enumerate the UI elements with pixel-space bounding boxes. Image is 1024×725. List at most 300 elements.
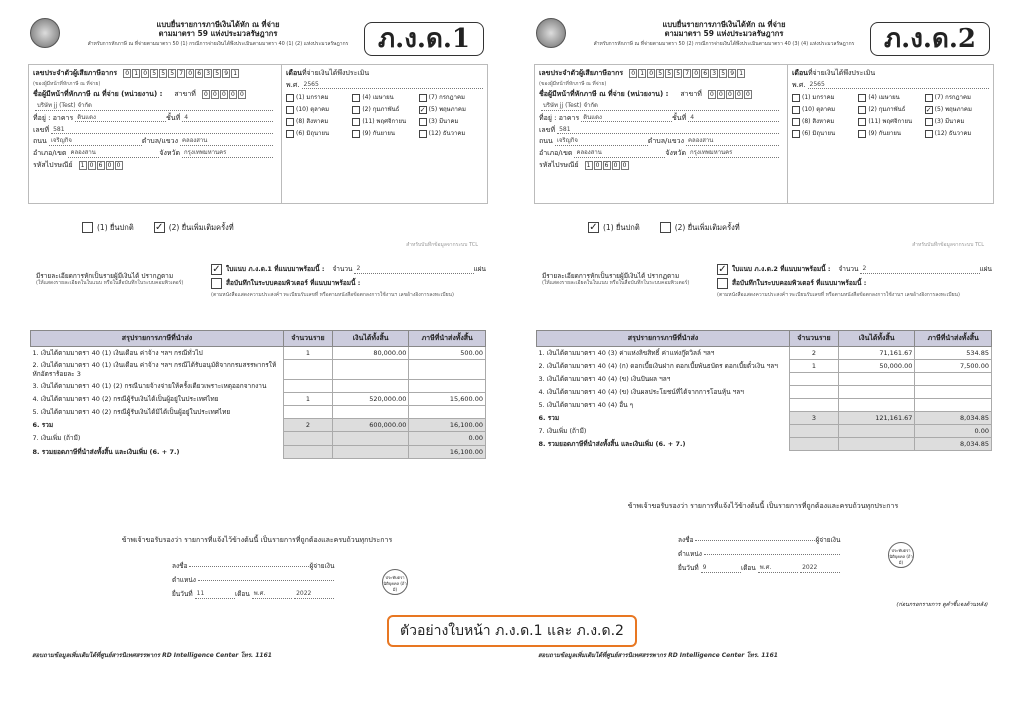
- month-label: (10) ตุลาคม: [296, 105, 330, 113]
- cell-income[interactable]: [332, 445, 409, 458]
- filed-day-label: ยื่นวันที่: [172, 590, 193, 599]
- cell-label: 5. เงินได้ตามมาตรา 40 (2) กรณีผู้รับเงินได้มิได้เป็นผู้อยู่ในประเทศไทย: [32, 408, 231, 417]
- cell-count[interactable]: [790, 373, 839, 386]
- month-checkbox[interactable]: [419, 118, 427, 126]
- month-checkbox[interactable]: [286, 118, 294, 126]
- cell-label: 4. เงินได้ตามมาตรา 40 (2) กรณีผู้รับเงินได้เป็นผู้อยู่ในประเทศไทย: [32, 395, 219, 404]
- table-row: [537, 425, 992, 438]
- filing-normal-checkbox[interactable]: [82, 222, 93, 233]
- table-row: [537, 386, 992, 399]
- cell-income[interactable]: 520,000.00: [332, 393, 409, 406]
- cell-income[interactable]: [332, 359, 409, 379]
- month-option[interactable]: [286, 94, 350, 102]
- sign-label: ลงชื่อ: [678, 536, 694, 544]
- cell-tax[interactable]: 0.00: [915, 425, 992, 438]
- signature-block: [172, 562, 334, 605]
- digit-box: 0: [594, 161, 602, 170]
- table-row: [537, 346, 992, 359]
- cell-income[interactable]: [838, 438, 915, 451]
- month-label: (9) กันยายน: [868, 129, 901, 137]
- digit-box: 0: [692, 69, 700, 78]
- filing-extra-label: (2) ยื่นเพิ่มเติมครั้งที่: [168, 222, 234, 232]
- cell-count[interactable]: [284, 359, 333, 379]
- cell-income[interactable]: 121,161.67: [838, 412, 915, 425]
- month-label: เดือน: [286, 69, 302, 77]
- year-label: พ.ศ.: [286, 80, 300, 89]
- province: กรุงเทพมหานคร: [182, 149, 273, 158]
- col-income: เงินได้ทั้งสิ้น: [332, 331, 409, 347]
- month-option[interactable]: [925, 106, 989, 114]
- title-sub: สำหรับการหักภาษี ณ ที่จ่ายตามมาตรา 50 (1) กรณีการจ่ายเงินได้พึงประเมินตามมาตรา 40 (1) (2) แห่งประมวลรัษฎากร: [87, 40, 349, 47]
- month-option[interactable]: [792, 106, 856, 114]
- digit-box: 0: [717, 90, 725, 99]
- month-option[interactable]: [352, 130, 416, 138]
- cell-tax[interactable]: 8,034.85: [915, 438, 992, 451]
- position-label: ตำแหน่ง: [172, 576, 196, 585]
- attach-units: แผ่น: [473, 265, 486, 274]
- digit-box: 5: [168, 69, 176, 78]
- month-checkbox[interactable]: [858, 94, 866, 102]
- form-pnd2: [528, 14, 998, 659]
- month-checkbox[interactable]: [792, 106, 800, 114]
- subdistrict: คลองสาน: [180, 137, 273, 146]
- digit-box: 0: [186, 69, 194, 78]
- filed-month-label: เดือน: [740, 564, 756, 573]
- cell-income[interactable]: 600,000.00: [332, 419, 409, 432]
- payer-label: ชื่อผู้มีหน้าที่หักภาษี ณ ที่จ่าย (หน่วยงาน) :: [539, 90, 669, 99]
- cell-label: 2. เงินได้ตามมาตรา 40 (1) เงินเดือน ค่าจ้าง ฯลฯ กรณีได้รับอนุมัติจากกรมสรรพากรให้หักอัตราร้อยละ 3: [32, 361, 277, 378]
- postcode-label: รหัสไปรษณีย์: [33, 160, 73, 169]
- digit-box: 7: [683, 69, 691, 78]
- month-label: (11) พฤศจิกายน: [362, 117, 407, 125]
- month-option[interactable]: [419, 118, 483, 126]
- cell-label: 3. เงินได้ตามมาตรา 40 (4) (ข) เงินปันผล ฯลฯ: [538, 374, 671, 383]
- month-checkbox[interactable]: [286, 106, 294, 114]
- year-label: พ.ศ.: [792, 80, 806, 89]
- col-count: จำนวนราย: [284, 331, 333, 347]
- cell-label: 1. เงินได้ตามมาตรา 40 (3) ค่าแห่งลิขสิทธิ์ ค่าแห่งกู๊ดวิลล์ ฯลฯ: [538, 349, 715, 357]
- cell-count[interactable]: 1: [284, 346, 333, 359]
- digit-box: 0: [141, 69, 149, 78]
- floor: 4: [182, 114, 273, 123]
- cell-label: 6. รวม: [32, 421, 54, 430]
- cell-label: 3. เงินได้ตามมาตรา 40 (1) (2) กรณีนายจ้างจ่ายให้ครั้งเดียวเพราะเหตุออกจากงาน: [32, 382, 267, 391]
- month-label: (12) ธันวาคม: [934, 129, 972, 137]
- table-row: [31, 406, 486, 419]
- month-label: (6) มิถุนายน: [296, 129, 330, 137]
- month-option[interactable]: [858, 106, 922, 114]
- floor-label: ชั้นที่: [672, 113, 687, 122]
- cell-tax[interactable]: 500.00: [409, 346, 486, 359]
- month-panel: [787, 65, 993, 203]
- filed-year: 2022: [800, 564, 840, 573]
- cell-income[interactable]: [332, 432, 409, 445]
- month-label: (5) พฤษภาคม: [934, 105, 972, 113]
- attach-left-1: มีรายละเอียดการหักเป็นรายผู้มีเงินได้ ปรากฏตาม: [36, 272, 174, 280]
- taxid-digits: [629, 69, 746, 78]
- postcode-label: รหัสไปรษณีย์: [539, 160, 579, 169]
- attach-left-2: (ให้แสดงรายละเอียดในใบแนบ หรือในสื่อบันทึกในระบบคอมพิวเตอร์): [36, 280, 184, 287]
- cell-count[interactable]: 1: [284, 393, 333, 406]
- postcode-digits: [79, 161, 124, 170]
- cell-count[interactable]: [284, 406, 333, 419]
- cell-label: 8. รวมยอดภาษีที่นำส่งทั้งสิ้น และเงินเพิ่ม (6. + 7.): [32, 447, 180, 456]
- cell-tax[interactable]: [915, 386, 992, 399]
- digit-box: 0: [238, 90, 246, 99]
- month-label: (3) มีนาคม: [934, 117, 965, 125]
- month-label: (11) พฤศจิกายน: [868, 117, 913, 125]
- filing-type: [82, 222, 254, 233]
- attach-form-checkbox[interactable]: ✓: [718, 264, 727, 275]
- taxpayer-box: [28, 64, 488, 204]
- cell-income[interactable]: [332, 380, 409, 393]
- digit-box: 3: [204, 69, 212, 78]
- month-label: (8) สิงหาคม: [802, 117, 835, 125]
- cell-tax[interactable]: [915, 373, 992, 386]
- digit-box: 0: [647, 69, 655, 78]
- month-checkbox[interactable]: [792, 94, 800, 102]
- cell-tax[interactable]: 16,100.00: [409, 445, 486, 458]
- month-checkbox[interactable]: [286, 130, 294, 138]
- filed-month: พ.ศ.: [252, 590, 292, 599]
- cell-tax[interactable]: 16,100.00: [409, 419, 486, 432]
- digit-box: 0: [629, 69, 637, 78]
- col-income: เงินได้ทั้งสิ้น: [838, 331, 915, 347]
- filed-month-label: เดือน: [234, 590, 250, 599]
- month-grid: [792, 94, 989, 138]
- cell-income[interactable]: [838, 386, 915, 399]
- month-label: (1) มกราคม: [802, 93, 835, 101]
- month-checkbox[interactable]: [792, 118, 800, 126]
- filing-extra-label: (2) ยื่นเพิ่มเติมครั้งที่: [674, 222, 740, 232]
- attach-form-label: ใบแนบ ภ.ง.ด.1 ที่แนบมาพร้อมนี้ :: [226, 265, 325, 274]
- tcl-note: สำหรับบันทึกข้อมูลจากระบบ TCL: [912, 242, 984, 248]
- revenue-dept-seal-icon: [30, 18, 60, 48]
- subdistrict-label: ตำบล/แขวง: [647, 137, 685, 146]
- subdistrict-label: ตำบล/แขวง: [141, 137, 179, 146]
- attach-media-label: สื่อบันทึกในระบบคอมพิวเตอร์ ที่แนบมาพร้อมนี้ :: [732, 279, 867, 288]
- month-checkbox[interactable]: [858, 118, 866, 126]
- cell-count[interactable]: [790, 399, 839, 412]
- cell-count[interactable]: [790, 386, 839, 399]
- filing-normal-label: (1) ยื่นปกติ: [603, 222, 640, 232]
- cell-label: 8. รวมยอดภาษีที่นำส่งทั้งสิ้น และเงินเพิ่ม (6. + 7.): [538, 440, 686, 449]
- form-header: [22, 14, 492, 54]
- cell-label: 4. เงินได้ตามมาตรา 40 (4) (ข) เงินผลประโยชน์ที่ได้จากการโอนหุ้น ฯลฯ: [538, 387, 744, 396]
- taxid-label: เลขประจำตัวผู้เสียภาษีอากร: [33, 69, 118, 78]
- cell-label: 7. เงินเพิ่ม (ถ้ามี): [538, 427, 587, 436]
- digit-box: 0: [735, 90, 743, 99]
- month-label: (7) กรกฎาคม: [934, 93, 971, 101]
- month-option[interactable]: [858, 130, 922, 138]
- payer-role: ผู้จ่ายเงิน: [309, 562, 335, 570]
- title-line1: แบบยื่นรายการภาษีเงินได้หัก ณ ที่จ่าย: [662, 20, 786, 29]
- digit-box: 0: [229, 90, 237, 99]
- cell-tax[interactable]: [915, 399, 992, 412]
- taxid-sub: (ของผู้มีหน้าที่หักภาษี ณ ที่จ่าย): [539, 81, 607, 87]
- month-checkbox[interactable]: [858, 106, 866, 114]
- cell-income[interactable]: [332, 406, 409, 419]
- month-option[interactable]: [925, 130, 989, 138]
- digit-box: 0: [88, 161, 96, 170]
- table-row: [537, 373, 992, 386]
- digit-box: 5: [656, 69, 664, 78]
- digit-box: 6: [97, 161, 105, 170]
- revenue-dept-seal-icon: [536, 18, 566, 48]
- cell-tax[interactable]: [409, 380, 486, 393]
- month-checkbox[interactable]: [419, 94, 427, 102]
- digit-box: 0: [106, 161, 114, 170]
- year: 2565: [302, 81, 483, 90]
- digit-box: 0: [744, 90, 752, 99]
- attach-form-label: ใบแนบ ภ.ง.ด.2 ที่แนบมาพร้อมนี้ :: [732, 265, 831, 274]
- month-checkbox[interactable]: [286, 94, 294, 102]
- summary-table: [30, 330, 486, 459]
- digit-box: 1: [585, 161, 593, 170]
- month-label: (2) กุมภาพันธ์: [362, 105, 400, 113]
- cell-tax[interactable]: [409, 406, 486, 419]
- month-option[interactable]: [792, 130, 856, 138]
- digit-box: 3: [710, 69, 718, 78]
- sign-label: ลงชื่อ: [172, 562, 188, 570]
- month-checkbox[interactable]: [925, 118, 933, 126]
- month-label: (10) ตุลาคม: [802, 105, 836, 113]
- digit-box: 0: [211, 90, 219, 99]
- month-label: (2) กุมภาพันธ์: [868, 105, 906, 113]
- digit-box: 0: [726, 90, 734, 99]
- title-line2: ตามมาตรา 59 แห่งประมวลรัษฎากร: [158, 29, 278, 39]
- summary-head: สรุปรายการภาษีที่นำส่ง: [31, 331, 284, 347]
- month-panel: [281, 65, 487, 203]
- signature-block: [678, 536, 840, 579]
- month-checkbox[interactable]: ✓: [419, 105, 426, 114]
- attach-form-checkbox[interactable]: ✓: [212, 264, 221, 275]
- month-checkbox[interactable]: ✓: [925, 105, 932, 114]
- attach-count: 2: [354, 265, 473, 274]
- road-label: ถนน: [539, 137, 553, 146]
- month-label: (12) ธันวาคม: [428, 129, 466, 137]
- digit-box: 6: [603, 161, 611, 170]
- attach-media-label: สื่อบันทึกในระบบคอมพิวเตอร์ ที่แนบมาพร้อมนี้ :: [226, 279, 361, 288]
- month-option[interactable]: [286, 130, 350, 138]
- month-label: (7) กรกฎาคม: [428, 93, 465, 101]
- province-label: จังหวัด: [665, 149, 687, 157]
- col-tax: ภาษีที่นำส่งทั้งสิ้น: [409, 331, 486, 347]
- cell-tax[interactable]: 534.85: [915, 346, 992, 359]
- filed-month: พ.ศ.: [758, 564, 798, 573]
- month-option[interactable]: [352, 106, 416, 114]
- digit-box: 0: [708, 90, 716, 99]
- attach-media-sub: (ตามหนังสือแสดงความประสงค์ฯ ทะเบียนรับเลขที่ หรือตามหนังสือข้อตกลงการใช้งานฯ เลขอ้างอิงการลงทะเบียน): [717, 292, 960, 298]
- month-option[interactable]: [792, 94, 856, 102]
- table-row: [31, 432, 486, 445]
- digit-box: 1: [231, 69, 239, 78]
- district-label: อำเภอ/เขต: [33, 149, 67, 157]
- filing-extra-checkbox[interactable]: [660, 222, 671, 233]
- digit-box: 7: [177, 69, 185, 78]
- cell-income[interactable]: 71,161.67: [838, 346, 915, 359]
- month-checkbox[interactable]: [352, 106, 360, 114]
- month-option[interactable]: [352, 94, 416, 102]
- month-checkbox[interactable]: [352, 94, 360, 102]
- month-sub: ที่จ่ายเงินได้พึงประเมิน: [301, 69, 370, 77]
- summary-head: สรุปรายการภาษีที่นำส่ง: [537, 331, 790, 347]
- month-checkbox[interactable]: [925, 130, 933, 138]
- filing-extra-checkbox[interactable]: ✓: [155, 222, 164, 233]
- attach-left-2: (ให้แสดงรายละเอียดในใบแนบ หรือในสื่อบันทึกในระบบคอมพิวเตอร์): [542, 280, 690, 287]
- month-option[interactable]: [858, 118, 922, 126]
- digit-box: 0: [115, 161, 123, 170]
- district-label: อำเภอ/เขต: [539, 149, 573, 157]
- filed-day: 9: [701, 564, 741, 573]
- month-label: (6) มิถุนายน: [802, 129, 836, 137]
- form-badge: ภ.ง.ด.1: [364, 22, 484, 56]
- cell-tax[interactable]: 7,500.00: [915, 359, 992, 372]
- company-name: บริษัท jj (Test) จำกัด: [35, 102, 273, 111]
- taxpayer-box: [534, 64, 994, 204]
- table-row: [31, 445, 486, 458]
- digit-box: 1: [79, 161, 87, 170]
- digit-box: 1: [737, 69, 745, 78]
- filing-normal-label: (1) ยื่นปกติ: [97, 222, 134, 232]
- year: 2565: [808, 81, 989, 90]
- title-line2: ตามมาตรา 59 แห่งประมวลรัษฎากร: [664, 29, 784, 39]
- cell-count[interactable]: [284, 445, 333, 458]
- attach-media-checkbox[interactable]: [717, 278, 728, 289]
- filed-day: 11: [195, 590, 235, 599]
- road: เจริญกิจ: [49, 137, 142, 146]
- cell-tax[interactable]: [409, 359, 486, 379]
- title-sub: สำหรับการหักภาษี ณ ที่จ่ายตามมาตรา 50 (2) กรณีการจ่ายเงินได้พึงประเมินตามมาตรา 40 (3) (4) แห่งประมวลรัษฎากร: [593, 40, 855, 47]
- month-label: (8) สิงหาคม: [296, 117, 329, 125]
- branch-digits: [708, 90, 753, 99]
- floor-label: ชั้นที่: [166, 113, 181, 122]
- cell-income[interactable]: [838, 425, 915, 438]
- attach-left-1: มีรายละเอียดการหักเป็นรายผู้มีเงินได้ ปรากฏตาม: [542, 272, 680, 280]
- cell-count[interactable]: [790, 425, 839, 438]
- branch-label: สาขาที่: [680, 90, 702, 99]
- month-option[interactable]: [858, 94, 922, 102]
- form-title: [68, 20, 368, 47]
- digit-box: 5: [674, 69, 682, 78]
- form-badge: ภ.ง.ด.2: [870, 22, 990, 56]
- digit-box: 5: [665, 69, 673, 78]
- month-option[interactable]: [925, 118, 989, 126]
- month-label: (4) เมษายน: [868, 93, 900, 101]
- cell-count[interactable]: 2: [790, 346, 839, 359]
- attach-units: แผ่น: [979, 265, 992, 274]
- month-option[interactable]: [286, 118, 350, 126]
- cell-count[interactable]: 2: [284, 419, 333, 432]
- cell-count[interactable]: [284, 432, 333, 445]
- cell-income[interactable]: 50,000.00: [838, 359, 915, 372]
- attach-media-checkbox[interactable]: [211, 278, 222, 289]
- month-option[interactable]: [419, 130, 483, 138]
- month-checkbox[interactable]: [352, 118, 360, 126]
- tcl-note: สำหรับบันทึกข้อมูลจากระบบ TCL: [406, 242, 478, 248]
- table-row: [31, 419, 486, 432]
- certification-text: ข้าพเจ้าขอรับรองว่า รายการที่แจ้งไว้ข้างต้นนี้ เป็นรายการที่ถูกต้องและครบถ้วนทุกประการ: [627, 502, 899, 510]
- col-count: จำนวนราย: [790, 331, 839, 347]
- caption-label: ตัวอย่างใบหน้า ภ.ง.ด.1 และ ภ.ง.ด.2: [387, 615, 637, 647]
- digit-box: 1: [638, 69, 646, 78]
- cell-tax[interactable]: 0.00: [409, 432, 486, 445]
- digit-box: 5: [150, 69, 158, 78]
- houseno-label: เลขที่: [33, 125, 50, 134]
- footer-note: สอบถามข้อมูลเพิ่มเติมได้ที่ศูนย์สารนิเทศสรรพากร RD Intelligence Center โทร. 1161: [32, 651, 272, 659]
- footer-note: สอบถามข้อมูลเพิ่มเติมได้ที่ศูนย์สารนิเทศสรรพากร RD Intelligence Center โทร. 1161: [538, 651, 778, 659]
- summary-table: [536, 330, 992, 451]
- table-row: [31, 380, 486, 393]
- month-checkbox[interactable]: [419, 130, 427, 138]
- month-sub: ที่จ่ายเงินได้พึงประเมิน: [807, 69, 876, 77]
- table-row: [537, 359, 992, 372]
- table-row: [537, 438, 992, 451]
- digit-box: 5: [719, 69, 727, 78]
- cell-income[interactable]: 80,000.00: [332, 346, 409, 359]
- form-pnd1: [22, 14, 492, 659]
- bottom-note: (ก่อนกรอกรายการ ดูคำชี้แจงด้านหลัง): [896, 602, 988, 608]
- filing-normal-checkbox[interactable]: ✓: [589, 222, 598, 233]
- cell-label: 1. เงินได้ตามมาตรา 40 (1) เงินเดือน ค่าจ้าง ฯลฯ กรณีทั่วไป: [32, 349, 203, 357]
- address-label: ที่อยู่ : อาคาร: [33, 113, 74, 122]
- form-header: [528, 14, 998, 54]
- district: คลองสาน: [68, 149, 159, 158]
- taxid-digits: [123, 69, 240, 78]
- digit-box: 5: [159, 69, 167, 78]
- cell-tax[interactable]: 8,034.85: [915, 412, 992, 425]
- month-checkbox[interactable]: [858, 130, 866, 138]
- month-label: (4) เมษายน: [362, 93, 394, 101]
- cell-label: 5. เงินได้ตามมาตรา 40 (4) อื่น ๆ: [538, 400, 634, 409]
- month-label: (9) กันยายน: [362, 129, 395, 137]
- month-option[interactable]: [419, 94, 483, 102]
- month-label: (5) พฤษภาคม: [428, 105, 466, 113]
- month-option[interactable]: [925, 94, 989, 102]
- digit-box: 6: [701, 69, 709, 78]
- month-option[interactable]: [419, 106, 483, 114]
- cell-count[interactable]: [284, 380, 333, 393]
- month-checkbox[interactable]: [352, 130, 360, 138]
- month-checkbox[interactable]: [925, 94, 933, 102]
- month-option[interactable]: [352, 118, 416, 126]
- month-option[interactable]: [286, 106, 350, 114]
- table-row: [31, 346, 486, 359]
- floor: 4: [688, 114, 779, 123]
- company-stamp-icon: ประทับตรานิติบุคคล (ถ้ามี): [382, 569, 408, 595]
- title-line1: แบบยื่นรายการภาษีเงินได้หัก ณ ที่จ่าย: [156, 20, 280, 29]
- province: กรุงเทพมหานคร: [688, 149, 779, 158]
- cell-count[interactable]: [790, 438, 839, 451]
- cell-count[interactable]: 1: [790, 359, 839, 372]
- cell-income[interactable]: [838, 373, 915, 386]
- cell-tax[interactable]: 15,600.00: [409, 393, 486, 406]
- road: เจริญกิจ: [555, 137, 648, 146]
- company-name: บริษัท jj (Test) จำกัด: [541, 102, 779, 111]
- certification-text: ข้าพเจ้าขอรับรองว่า รายการที่แจ้งไว้ข้างต้นนี้ เป็นรายการที่ถูกต้องและครบถ้วนทุกประการ: [121, 536, 393, 544]
- digit-box: 0: [220, 90, 228, 99]
- cell-income[interactable]: [838, 399, 915, 412]
- houseno: 581: [51, 126, 273, 135]
- month-label: (3) มีนาคม: [428, 117, 459, 125]
- month-checkbox[interactable]: [792, 130, 800, 138]
- houseno-label: เลขที่: [539, 125, 556, 134]
- province-label: จังหวัด: [159, 149, 181, 157]
- payer-label: ชื่อผู้มีหน้าที่หักภาษี ณ ที่จ่าย (หน่วยงาน) :: [33, 90, 163, 99]
- month-option[interactable]: [792, 118, 856, 126]
- cell-count[interactable]: 3: [790, 412, 839, 425]
- branch-label: สาขาที่: [174, 90, 196, 99]
